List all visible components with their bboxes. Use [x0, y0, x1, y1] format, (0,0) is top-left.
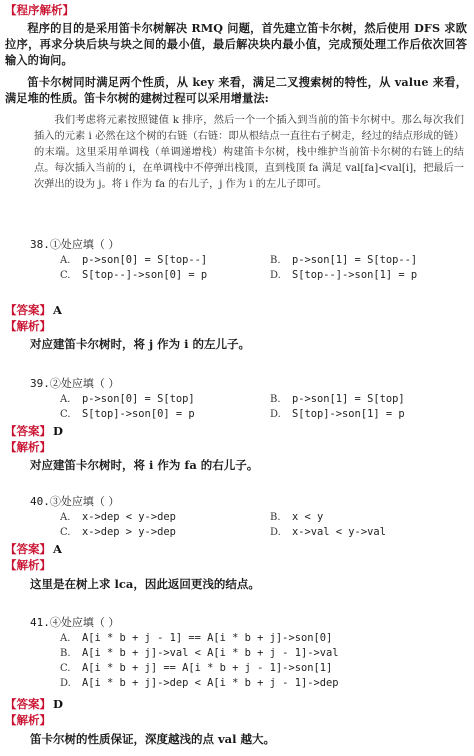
answer-value: A [53, 303, 62, 317]
question-40-title [30, 494, 119, 509]
option-a[interactable]: A. x->dep < y->dep [60, 511, 176, 523]
option-c[interactable]: C. S[top]->son[0] = p [60, 408, 195, 420]
analysis-tag-40: 【解析】 [5, 558, 51, 572]
question-38-title [30, 237, 119, 252]
option-c[interactable]: C. S[top--]->son[0] = p [60, 269, 208, 281]
incremental-method-quote: 我们考虑将元素按照键值 k 排序，然后一个一个插入到当前的笛卡尔树中。那么每次我们插入的元素 i 必然在这个树的右链（右链：即从根结点一直往右子树走，经过的结点形成的链）的末端。这里采用单调栈（单调递增栈）构建笛卡尔树，栈中维护当前笛卡尔树的右链上的结点。每次插入当前的 i，在单调栈中不停弹出栈顶，直到栈顶 fa 满足 val[fa]<val[i]，把最后一次弹出的设为 j。将 i 作为 fa 的右儿子，j 作为 i 的左儿子即可。 [34, 115, 464, 190]
option-d[interactable]: D. S[top]->son[1] = p [270, 408, 405, 420]
option-b[interactable]: B. A[i * b + j]->val < A[i * b + j - 1]->val [60, 647, 339, 659]
analysis-39: 对应建笛卡尔树时，将 i 作为 fa 的右儿子。 [30, 458, 259, 472]
answer-40: 【答案】 A [5, 542, 62, 556]
question-number: 39. [30, 377, 50, 390]
option-c[interactable]: C. A[i * b + j] == A[i * b + j - 1]->son[1] [60, 662, 333, 674]
option-b[interactable]: B. p->son[1] = S[top] [270, 393, 405, 405]
question-41-title [30, 615, 119, 630]
option-c[interactable]: C. x->dep > y->dep [60, 526, 176, 538]
question-prompt: ③处应填（ ） [49, 495, 120, 508]
answer-value: D [53, 424, 63, 438]
analysis-40: 这里是在树上求 lca，因此返回更浅的结点。 [30, 577, 260, 591]
option-a[interactable]: A. A[i * b + j - 1] == A[i * b + j]->son[0] [60, 632, 333, 644]
answer-41: 【答案】 D [5, 697, 63, 711]
program-analysis-heading: 【程序解析】 [5, 3, 74, 17]
intro-paragraph-2: 笛卡尔树同时满足两个性质，从 key 来看，满足二叉搜索树的特性，从 value 来看，满足堆的性质。笛卡尔树的建树过程可以采用增量法: [5, 75, 467, 105]
answer-value: A [53, 542, 62, 556]
option-a[interactable]: A. p->son[0] = S[top] [60, 393, 195, 405]
question-number: 41. [30, 616, 50, 629]
question-prompt: ④处应填（ ） [49, 616, 120, 629]
question-number: 38. [30, 238, 50, 251]
option-d[interactable]: D. x->val < y->val [270, 526, 386, 538]
question-39-title [30, 376, 119, 391]
answer-value: D [53, 697, 63, 711]
intro-paragraph-1: 程序的目的是采用笛卡尔树解决 RMQ 问题，首先建立笛卡尔树，然后使用 DFS 求欧拉序，再求分块后块与块之间的最小值，最后解决块内最小值，完成预处理工作后依次回答输入的询问。 [5, 21, 467, 67]
question-prompt: ①处应填（ ） [49, 238, 120, 251]
analysis-tag-39: 【解析】 [5, 440, 51, 454]
analysis-tag-41: 【解析】 [5, 713, 51, 727]
answer-39: 【答案】 D [5, 424, 63, 438]
analysis-tag-38: 【解析】 [5, 319, 51, 333]
question-number: 40. [30, 495, 50, 508]
question-prompt: ②处应填（ ） [49, 377, 120, 390]
analysis-41: 笛卡尔树的性质保证，深度越浅的点 val 越大。 [30, 732, 276, 746]
option-d[interactable]: D. A[i * b + j]->dep < A[i * b + j - 1]->dep [60, 677, 339, 689]
answer-38: 【答案】 A [5, 303, 62, 317]
analysis-38: 对应建笛卡尔树时，将 j 作为 i 的左儿子。 [30, 337, 251, 351]
option-d[interactable]: D. S[top--]->son[1] = p [270, 269, 418, 281]
option-a[interactable]: A. p->son[0] = S[top--] [60, 254, 208, 266]
option-b[interactable]: B. p->son[1] = S[top--] [270, 254, 418, 266]
option-b[interactable]: B. x < y [270, 511, 324, 523]
